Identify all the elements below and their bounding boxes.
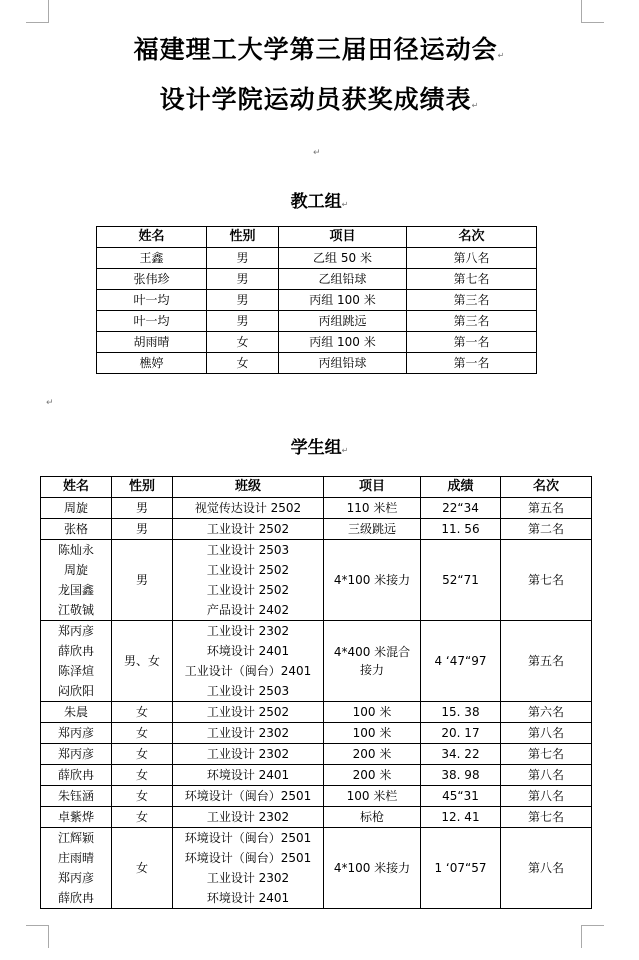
page-title-line1: 福建理工大学第三届田径运动会↵ (133, 35, 506, 64)
header-event: 项目 (279, 227, 407, 248)
cell-score: 1 ‘07“57 (421, 828, 501, 909)
corner-mark-bottom-left (26, 925, 49, 948)
header-rank: 名次 (501, 477, 592, 498)
team-member-name: 龙国鑫 (57, 583, 94, 597)
team-member-name: 庄雨晴 (57, 851, 94, 865)
team-member-name: 江敬铖 (57, 603, 94, 617)
event-line: 4*400 米混合 (333, 645, 411, 659)
cell-name: 叶一均 (97, 311, 207, 332)
cell-event: 4*100 米接力 (324, 828, 421, 909)
cell-class: 环境设计 2401 (173, 765, 324, 786)
cell-event: 三级跳远 (324, 519, 421, 540)
corner-mark-top-left (26, 0, 49, 23)
table-row (97, 332, 537, 353)
cell-rank: 第八名 (501, 786, 592, 807)
cell-rank: 第八名 (501, 765, 592, 786)
cell-score: 4 ‘47“97 (421, 621, 501, 702)
cell-class: 工业设计 2502 (173, 702, 324, 723)
cell-name: 胡雨晴 (97, 332, 207, 353)
cell-names (41, 621, 112, 702)
cell-gender: 男 (112, 519, 173, 540)
header-gender: 性别 (207, 227, 279, 248)
cell-gender: 女 (112, 807, 173, 828)
cell-gender: 男 (112, 498, 173, 519)
team-member-class: 产品设计 2402 (206, 603, 290, 617)
team-member-class: 环境设计（闽台）2501 (184, 851, 312, 865)
cell-gender: 男 (112, 540, 173, 621)
header-name: 姓名 (97, 227, 207, 248)
cell-gender: 女 (112, 723, 173, 744)
cell-name: 卓紫烨 (41, 807, 112, 828)
cell-event: 标枪 (324, 807, 421, 828)
table-header-row (41, 477, 592, 498)
teacher-section-heading: 教工组↵ (290, 192, 349, 212)
team-member-name: 陈泽煊 (57, 664, 94, 678)
cell-rank: 第三名 (407, 290, 537, 311)
table-row (97, 269, 537, 290)
table-row (41, 807, 592, 828)
team-member-class: 环境设计（闽台）2501 (184, 831, 312, 845)
cell-class: 工业设计 2302 (173, 807, 324, 828)
page-title-line2: 设计学院运动员获奖成绩表↵ (159, 85, 480, 114)
cell-event: 100 米 (324, 702, 421, 723)
header-event: 项目 (324, 477, 421, 498)
cell-class: 视觉传达设计 2502 (173, 498, 324, 519)
cell-gender: 女 (112, 786, 173, 807)
event-line: 接力 (359, 663, 384, 677)
cell-name: 郑丙彦 (41, 723, 112, 744)
cell-name: 张格 (41, 519, 112, 540)
table-header-row (97, 227, 537, 248)
cell-score: 34. 22 (421, 744, 501, 765)
cell-gender: 男 (207, 269, 279, 290)
header-rank: 名次 (407, 227, 537, 248)
team-member-name: 薛欣冉 (57, 891, 94, 905)
table-row (41, 765, 592, 786)
table-row (41, 723, 592, 744)
team-member-name: 江辉颖 (57, 831, 94, 845)
table-row (41, 744, 592, 765)
cell-event: 丙组跳远 (279, 311, 407, 332)
team-member-class: 环境设计 2401 (206, 891, 290, 905)
table-row-relay (41, 828, 592, 909)
cell-rank: 第三名 (407, 311, 537, 332)
cell-event (324, 621, 421, 702)
cell-score: 15. 38 (421, 702, 501, 723)
cell-event: 丙组铅球 (279, 353, 407, 374)
cell-gender: 女 (207, 353, 279, 374)
cell-rank: 第六名 (501, 702, 592, 723)
cell-event: 丙组 100 米 (279, 290, 407, 311)
cell-rank: 第五名 (501, 498, 592, 519)
team-member-name: 陈灿永 (57, 543, 94, 557)
cell-rank: 第五名 (501, 621, 592, 702)
header-class: 班级 (173, 477, 324, 498)
cell-event: 乙组 50 米 (279, 248, 407, 269)
cell-gender: 男 (207, 311, 279, 332)
cell-name: 薛欣冉 (41, 765, 112, 786)
cell-class: 工业设计 2302 (173, 744, 324, 765)
cell-name: 郑丙彦 (41, 744, 112, 765)
team-member-name: 闷欣阳 (57, 684, 94, 698)
table-row (41, 786, 592, 807)
team-member-class: 工业设计 2502 (206, 583, 290, 597)
cell-rank: 第八名 (501, 828, 592, 909)
team-member-name: 郑丙彦 (57, 871, 94, 885)
table-row (97, 353, 537, 374)
cell-names (41, 828, 112, 909)
corner-mark-bottom-right (581, 925, 604, 948)
table-row (41, 519, 592, 540)
team-member-name: 周旋 (63, 563, 88, 577)
team-member-class: 工业设计 2502 (206, 563, 290, 577)
cell-gender: 女 (112, 702, 173, 723)
cell-rank: 第七名 (501, 807, 592, 828)
paragraph-mark: ↵ (313, 148, 321, 158)
cell-class: 环境设计（闽台）2501 (173, 786, 324, 807)
cell-name: 周旋 (41, 498, 112, 519)
cell-event: 丙组 100 米 (279, 332, 407, 353)
table-row (97, 311, 537, 332)
cell-name: 叶一均 (97, 290, 207, 311)
table-row-relay (41, 540, 592, 621)
cell-classes (173, 540, 324, 621)
cell-rank: 第七名 (407, 269, 537, 290)
cell-score: 11. 56 (421, 519, 501, 540)
cell-gender: 女 (112, 765, 173, 786)
header-score: 成绩 (421, 477, 501, 498)
team-member-class: 工业设计 2302 (206, 624, 290, 638)
cell-score: 22“34 (421, 498, 501, 519)
table-row (41, 498, 592, 519)
header-name: 姓名 (41, 477, 112, 498)
cell-event: 110 米栏 (324, 498, 421, 519)
cell-gender: 男、女 (112, 621, 173, 702)
team-member-name: 郑丙彦 (57, 624, 94, 638)
cell-gender: 女 (207, 332, 279, 353)
cell-event: 200 米 (324, 765, 421, 786)
table-row (97, 290, 537, 311)
team-member-class: 工业设计 2503 (206, 684, 290, 698)
cell-class: 工业设计 2502 (173, 519, 324, 540)
cell-event: 乙组铅球 (279, 269, 407, 290)
table-row (41, 702, 592, 723)
cell-name: 樵婷 (97, 353, 207, 374)
cell-rank: 第八名 (407, 248, 537, 269)
team-member-name: 薛欣冉 (57, 644, 94, 658)
cell-gender: 女 (112, 828, 173, 909)
cell-names (41, 540, 112, 621)
cell-rank: 第一名 (407, 353, 537, 374)
cell-rank: 第一名 (407, 332, 537, 353)
paragraph-mark: ↵ (46, 398, 54, 408)
cell-gender: 男 (207, 248, 279, 269)
cell-score: 38. 98 (421, 765, 501, 786)
cell-rank: 第七名 (501, 540, 592, 621)
cell-name: 朱钰涵 (41, 786, 112, 807)
cell-name: 朱晨 (41, 702, 112, 723)
cell-name: 王鑫 (97, 248, 207, 269)
cell-event: 100 米 (324, 723, 421, 744)
cell-rank: 第二名 (501, 519, 592, 540)
student-section-heading: 学生组↵ (290, 438, 349, 458)
student-results-table (40, 476, 592, 909)
cell-score: 45“31 (421, 786, 501, 807)
table-row (97, 248, 537, 269)
teacher-results-table (96, 226, 537, 374)
team-member-class: 工业设计 2302 (206, 871, 290, 885)
team-member-class: 工业设计（闽台）2401 (184, 664, 312, 678)
cell-name: 张伟珍 (97, 269, 207, 290)
cell-score: 20. 17 (421, 723, 501, 744)
cell-score: 12. 41 (421, 807, 501, 828)
corner-mark-top-right (581, 0, 604, 23)
cell-gender: 男 (207, 290, 279, 311)
cell-event: 200 米 (324, 744, 421, 765)
cell-classes (173, 828, 324, 909)
cell-rank: 第八名 (501, 723, 592, 744)
cell-score: 52“71 (421, 540, 501, 621)
team-member-class: 工业设计 2503 (206, 543, 290, 557)
cell-class: 工业设计 2302 (173, 723, 324, 744)
cell-rank: 第七名 (501, 744, 592, 765)
table-row-relay (41, 621, 592, 702)
team-member-class: 环境设计 2401 (206, 644, 290, 658)
cell-event: 100 米栏 (324, 786, 421, 807)
cell-event: 4*100 米接力 (324, 540, 421, 621)
cell-gender: 女 (112, 744, 173, 765)
cell-classes (173, 621, 324, 702)
header-gender: 性别 (112, 477, 173, 498)
